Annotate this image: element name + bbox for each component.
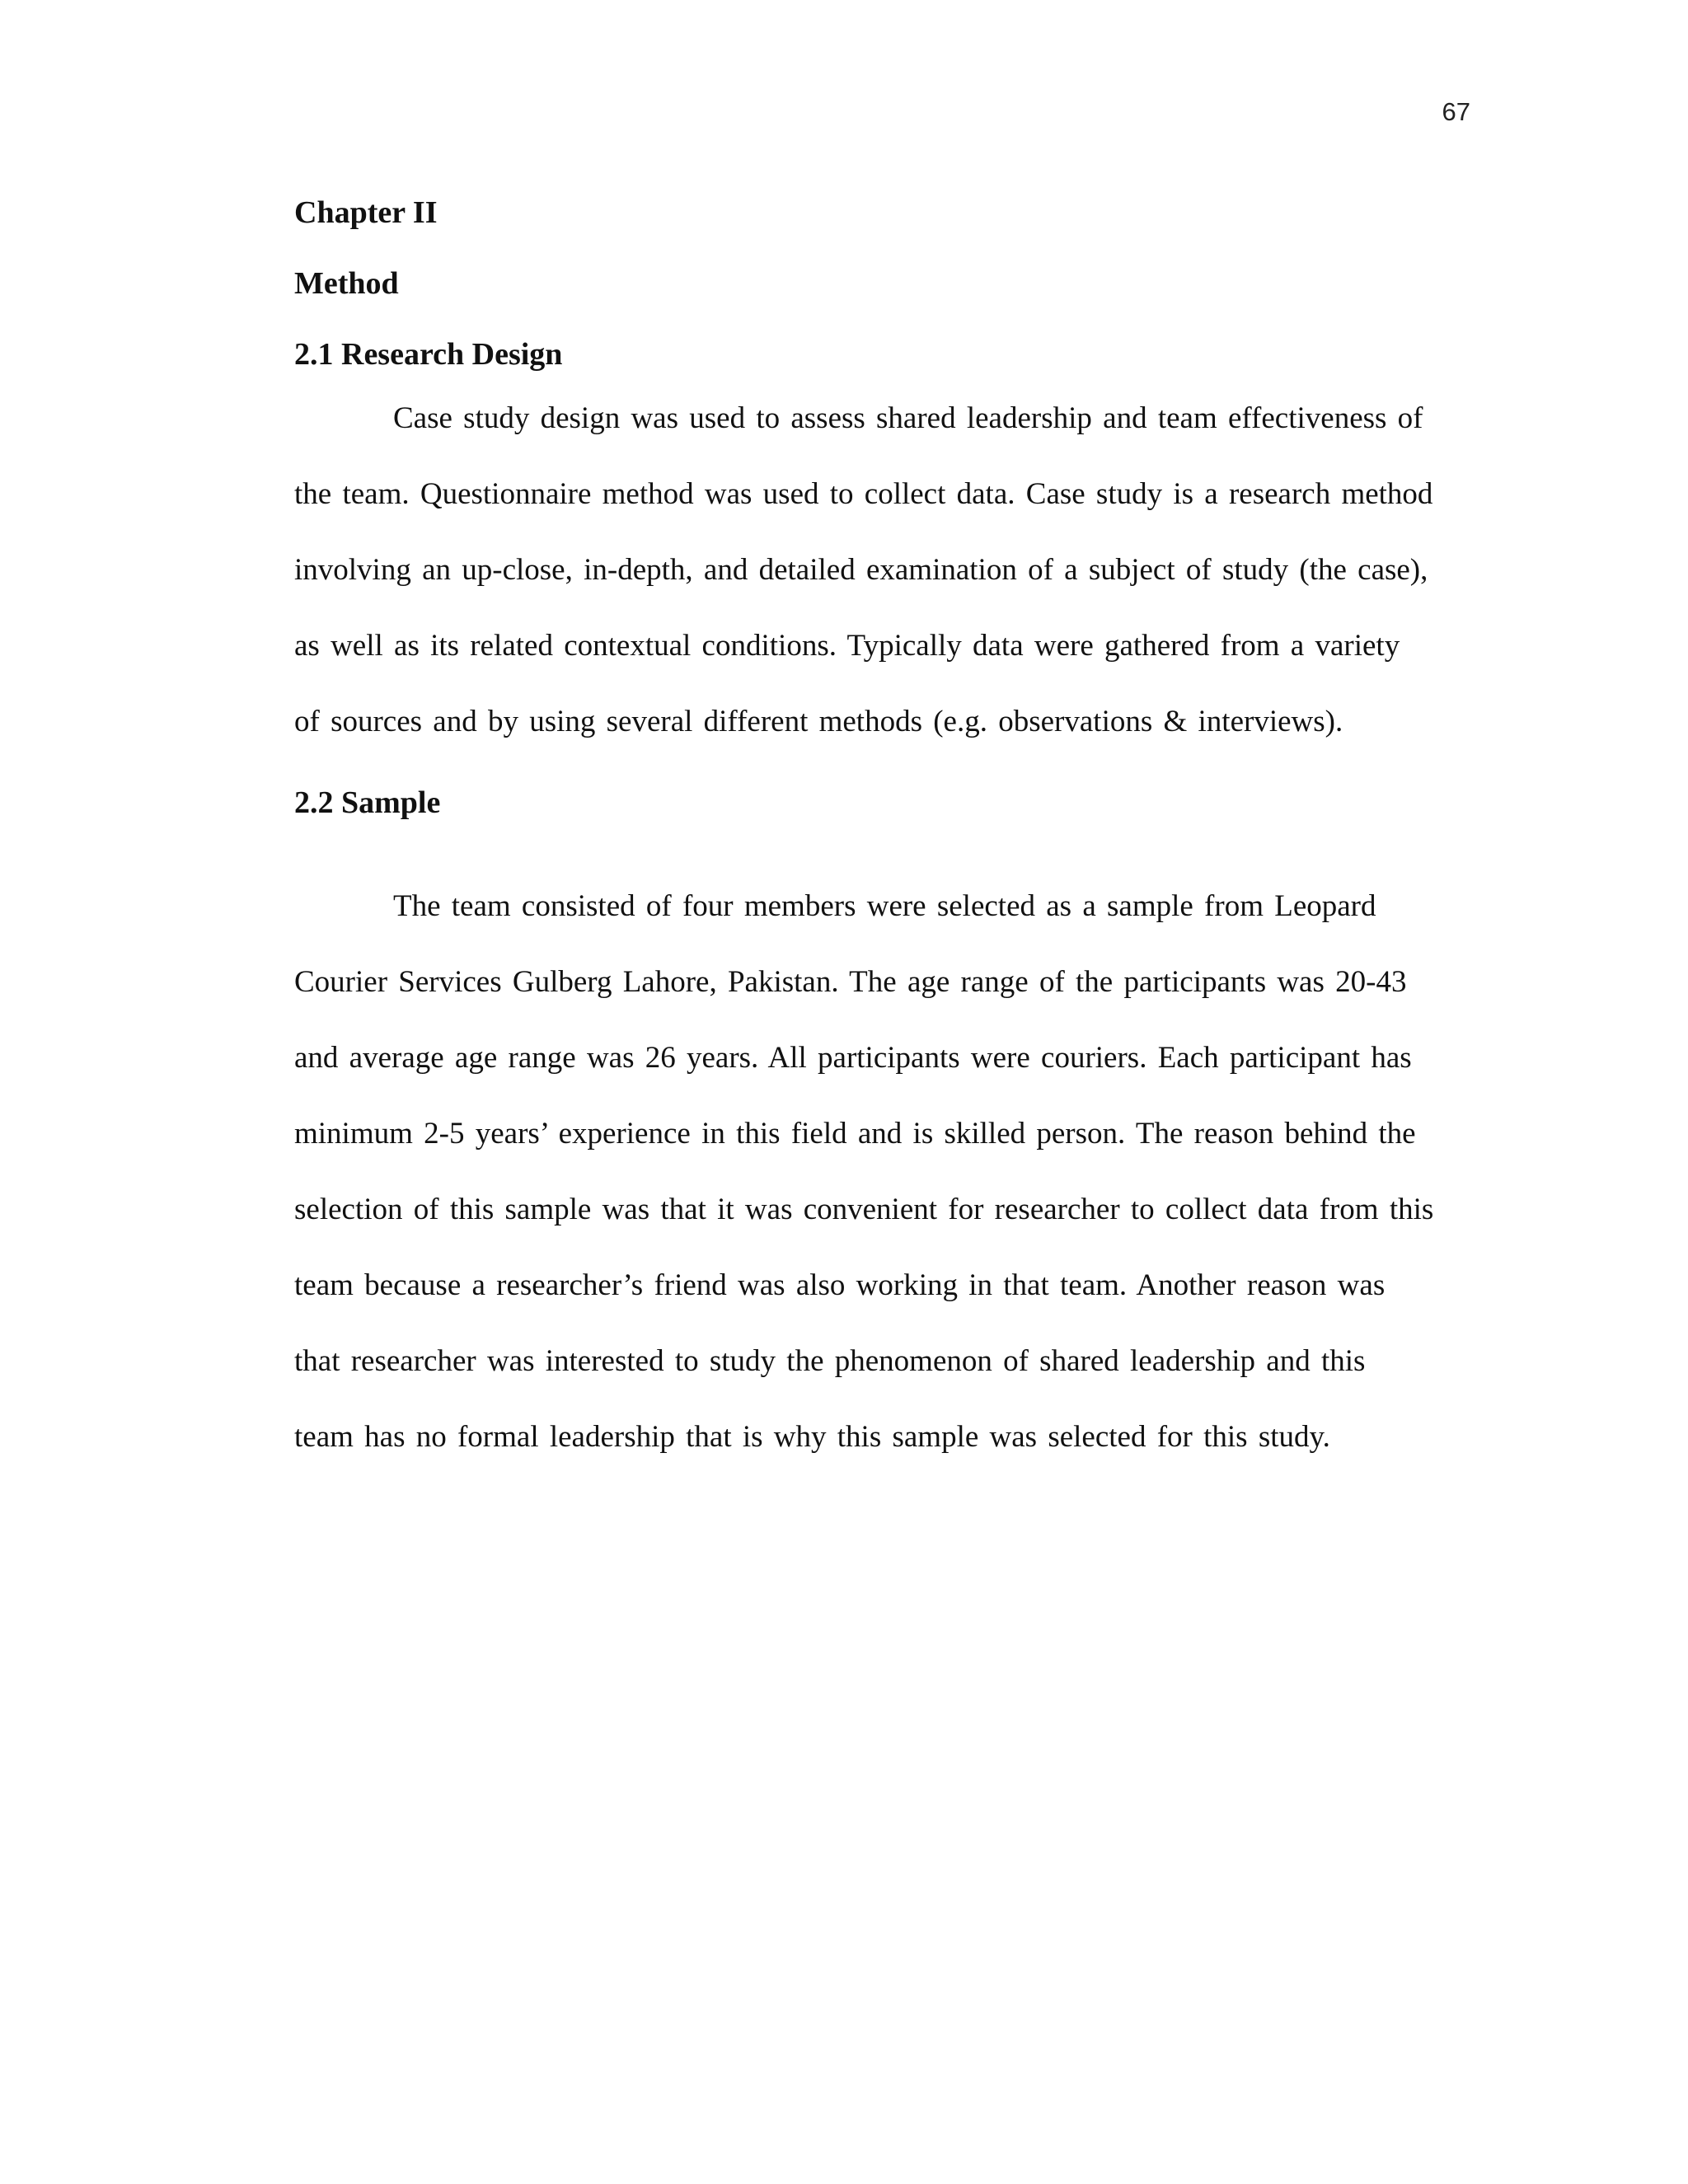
page-number: 67 xyxy=(1442,97,1470,126)
method-heading: Method xyxy=(294,266,399,301)
paragraph-line: selection of this sample was that it was convenient for researcher to collect data from this xyxy=(294,1193,1434,1226)
paragraph-line: the team. Questionnaire method was used to collect data. Case study is a research method xyxy=(294,477,1433,511)
paragraph-line: involving an up-close, in-depth, and detailed examination of a subject of study (the case), xyxy=(294,553,1428,587)
paragraph-line: that researcher was interested to study the phenomenon of shared leadership and this xyxy=(294,1344,1366,1378)
paragraph-line: Case study design was used to assess shared leadership and team effectiveness of xyxy=(393,401,1423,435)
research-design-heading: 2.1 Research Design xyxy=(294,337,563,372)
paragraph-line: of sources and by using several different methods (e.g. observations & interviews). xyxy=(294,705,1343,738)
paragraph-line: Courier Services Gulberg Lahore, Pakistan. The age range of the participants was 20-43 xyxy=(294,965,1407,999)
sample-heading: 2.2 Sample xyxy=(294,785,441,820)
paragraph-line: and average age range was 26 years. All participants were couriers. Each participant has xyxy=(294,1041,1412,1075)
paragraph-line: minimum 2-5 years’ experience in this field and is skilled person. The reason behind the xyxy=(294,1117,1416,1151)
sample-paragraph xyxy=(294,869,1465,1475)
paragraph-line: team because a researcher’s friend was also working in that team. Another reason was xyxy=(294,1268,1386,1302)
page-content xyxy=(294,190,1465,1475)
paragraph-line: team has no formal leadership that is why this sample was selected for this study. xyxy=(294,1420,1330,1454)
paragraph-line: The team consisted of four members were selected as a sample from Leopard xyxy=(393,889,1376,923)
research-design-paragraph xyxy=(294,381,1465,760)
chapter-heading: Chapter II xyxy=(294,195,438,230)
paragraph-line: as well as its related contextual conditions. Typically data were gathered from a variety xyxy=(294,629,1400,663)
